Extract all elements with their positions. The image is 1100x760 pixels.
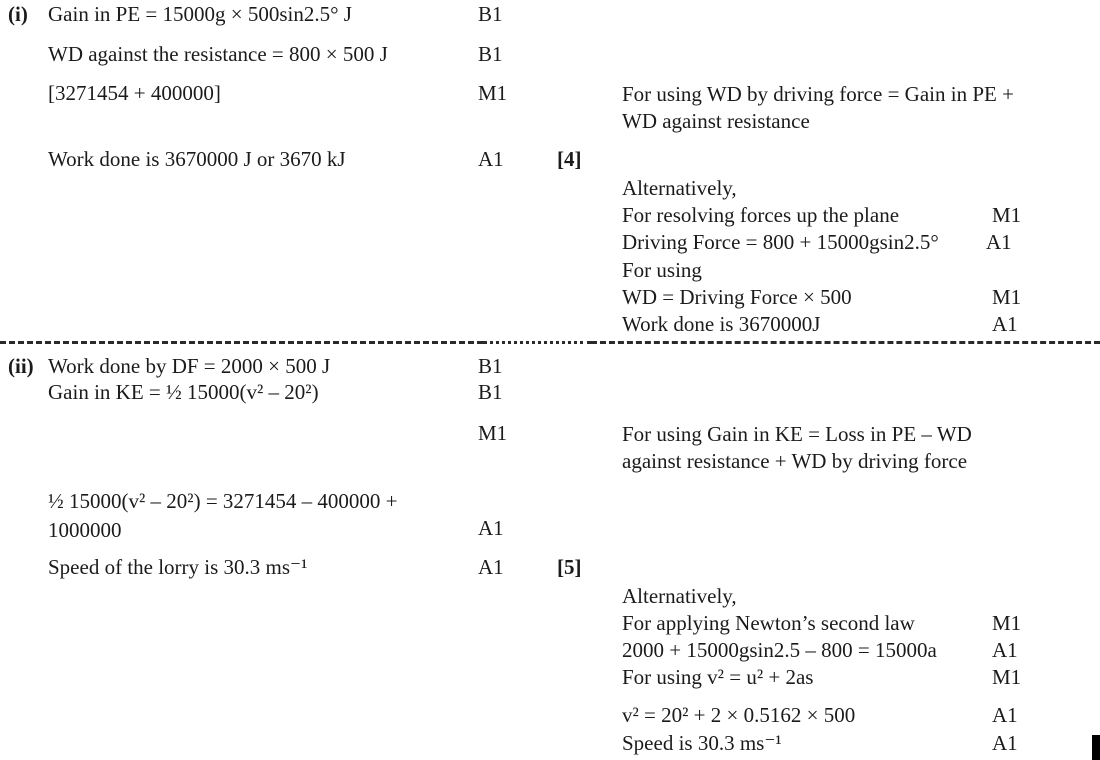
part-ii-alt-line-5: Speed is 30.3 ms⁻¹ — [622, 731, 782, 755]
part-ii-mark-2: B1 — [478, 380, 503, 404]
part-i-alt-line-2: Driving Force = 800 + 15000gsin2.5° — [622, 230, 939, 254]
part-i-work-line-2: WD against the resistance = 800 × 500 J — [48, 42, 388, 66]
part-ii-examiner-note: For using Gain in KE = Loss in PE – WD against resistance + WD by driving force — [622, 422, 972, 473]
part-i-work-line-1: Gain in PE = 15000g × 500sin2.5° J — [48, 2, 352, 26]
section-separator-dots — [483, 341, 591, 344]
part-ii-alt-line-4: v² = 20² + 2 × 0.5162 × 500 — [622, 703, 856, 727]
part-i-alt-header: Alternatively, — [622, 176, 737, 200]
part-i-mark-3: M1 — [478, 81, 508, 105]
part-i-mark-1: B1 — [478, 2, 503, 26]
part-i-alt-mark-4: M1 — [992, 285, 1022, 309]
part-i-alt-mark-2: A1 — [986, 230, 1012, 254]
part-ii-alt-line-3: For using v² = u² + 2as — [622, 665, 814, 689]
part-ii-alt-mark-4: A1 — [992, 703, 1018, 727]
section-separator-dash-right — [591, 341, 1100, 344]
part-ii-mark-5: A1 — [478, 555, 504, 579]
part-i-alt-line-3: For using — [622, 258, 702, 282]
part-ii-alt-mark-2: A1 — [992, 638, 1018, 662]
part-i-alt-line-1: For resolving forces up the plane — [622, 203, 900, 227]
part-i-mark-2: B1 — [478, 42, 503, 66]
part-ii-work-line-4: ½ 15000(v² – 20²) = 3271454 – 400000 + 1000000 — [48, 489, 398, 542]
part-i-mark-4: A1 — [478, 147, 504, 171]
scan-artifact-mark — [1092, 735, 1100, 760]
part-ii-mark-3: M1 — [478, 421, 508, 445]
part-ii-label: (ii) — [8, 354, 34, 378]
part-i-total-marks: [4] — [557, 147, 582, 171]
part-ii-alt-header: Alternatively, — [622, 584, 737, 608]
part-ii-work-line-2: Gain in KE = ½ 15000(v² – 20²) — [48, 380, 319, 404]
part-i-alt-mark-5: A1 — [992, 312, 1018, 336]
part-i-alt-mark-1: M1 — [992, 203, 1022, 227]
section-separator-dash-left — [0, 341, 483, 344]
part-ii-alt-mark-5: A1 — [992, 731, 1018, 755]
part-i-work-line-3: [3271454 + 400000] — [48, 81, 221, 105]
part-ii-mark-4: A1 — [478, 516, 504, 540]
part-ii-alt-line-2: 2000 + 15000gsin2.5 – 800 = 15000a — [622, 638, 937, 662]
part-i-alt-line-4: WD = Driving Force × 500 — [622, 285, 852, 309]
part-ii-work-line-5: Speed of the lorry is 30.3 ms⁻¹ — [48, 555, 308, 579]
part-ii-mark-1: B1 — [478, 354, 503, 378]
part-i-work-line-4: Work done is 3670000 J or 3670 kJ — [48, 147, 346, 171]
part-i-alt-line-5: Work done is 3670000J — [622, 312, 821, 336]
part-ii-total-marks: [5] — [557, 555, 582, 579]
part-ii-alt-line-1: For applying Newton’s second law — [622, 611, 915, 635]
part-i-examiner-note: For using WD by driving force = Gain in PE + WD against resistance — [622, 82, 1014, 133]
part-ii-alt-mark-3: M1 — [992, 665, 1022, 689]
part-ii-work-line-1: Work done by DF = 2000 × 500 J — [48, 354, 331, 378]
part-i-label: (i) — [8, 2, 28, 26]
part-ii-alt-mark-1: M1 — [992, 611, 1022, 635]
